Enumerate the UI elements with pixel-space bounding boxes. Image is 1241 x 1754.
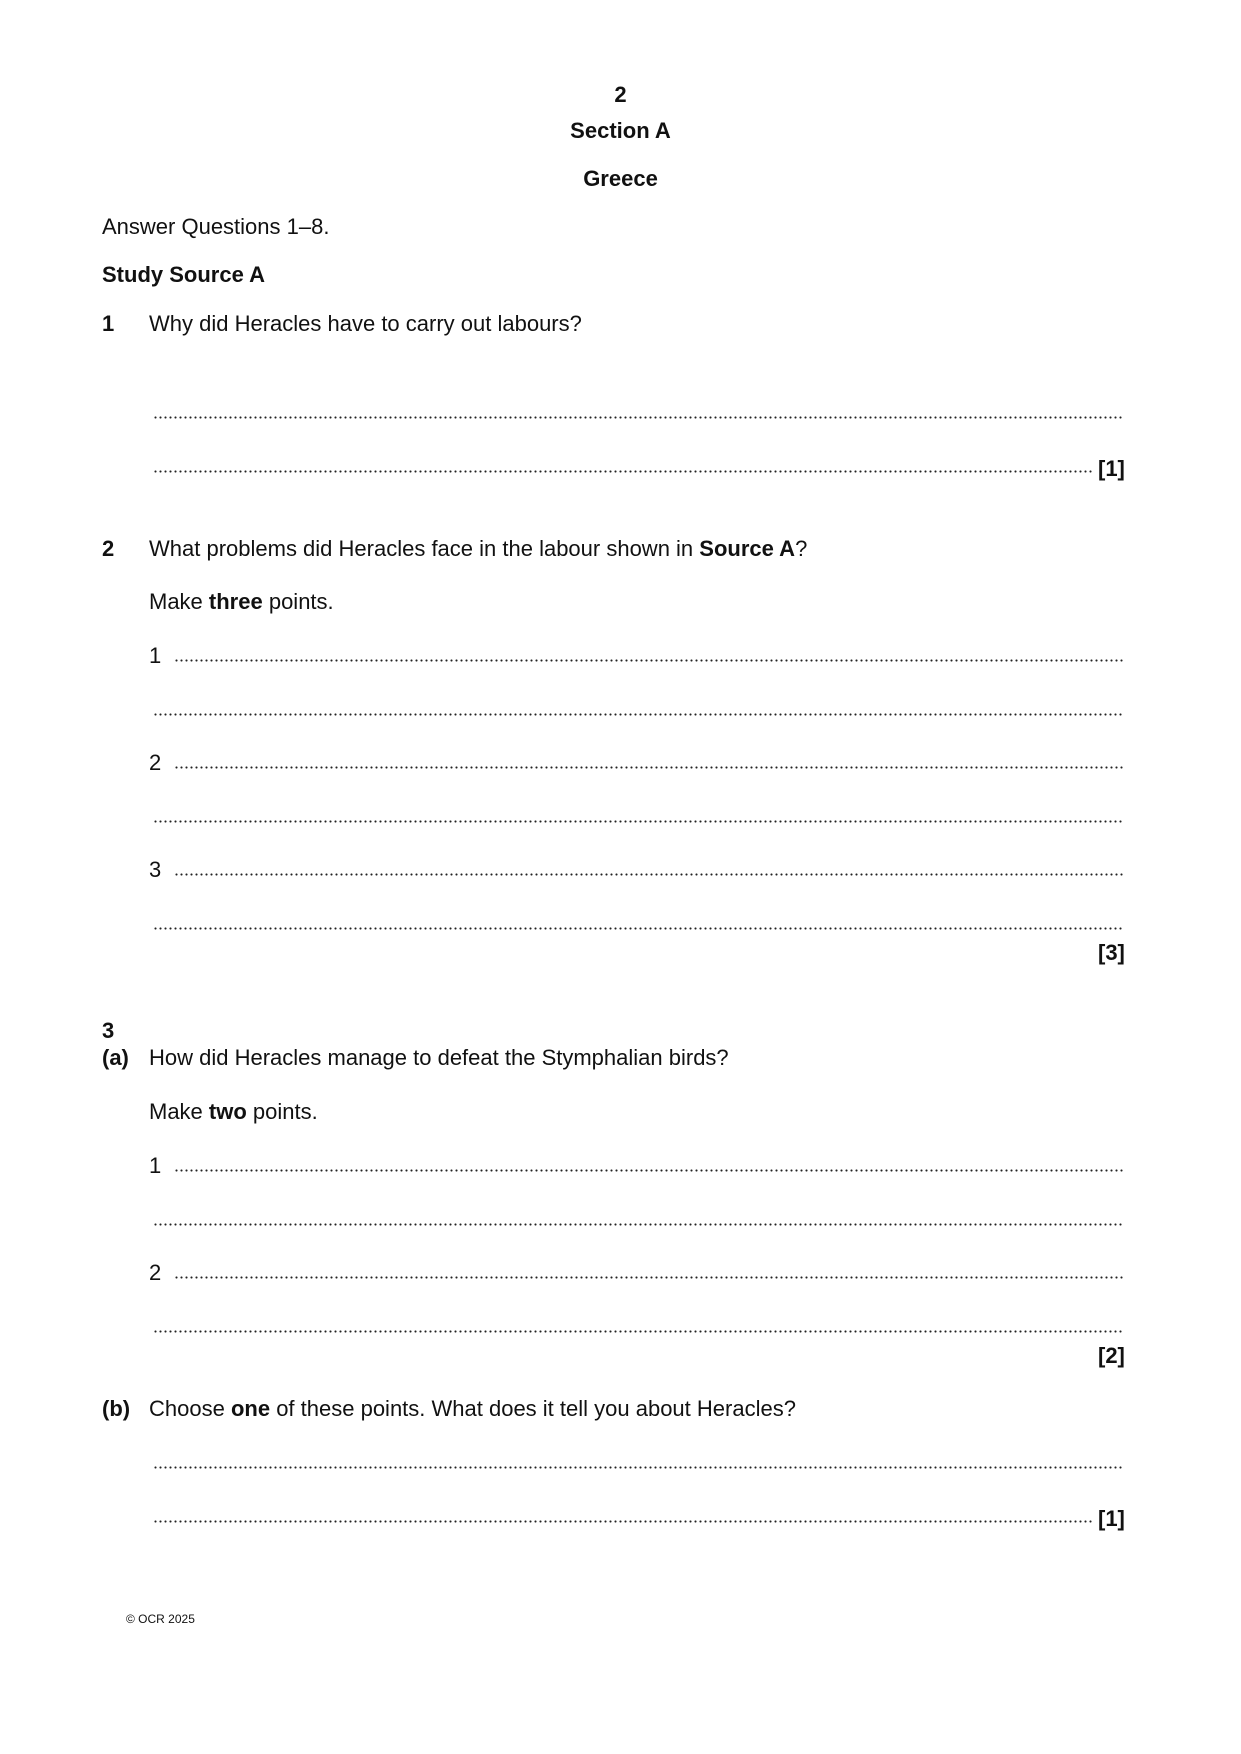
answer-line[interactable] [174, 1276, 1123, 1279]
part-label: (a) [102, 1045, 129, 1070]
question-number: 3 [102, 1018, 115, 1043]
instruction: Answer Questions 1–8. [102, 214, 330, 239]
answer-line[interactable] [174, 1169, 1123, 1172]
mark-allocation: [3] [1098, 940, 1125, 965]
question-text-pre: Choose [149, 1396, 231, 1421]
question-text-bold: one [230, 1396, 271, 1421]
make-bold: three [208, 589, 263, 614]
answer-line[interactable] [174, 659, 1123, 662]
point-number: 1 [149, 643, 162, 668]
make-post: points. [262, 589, 334, 614]
question-text-bold: Source A [699, 536, 796, 561]
answer-line[interactable] [174, 873, 1123, 876]
part-label: (b) [102, 1396, 131, 1421]
answer-line[interactable] [174, 766, 1123, 769]
question-text-post: of these points. What does it tell you about Heracles? [270, 1396, 796, 1421]
answer-line[interactable] [153, 1223, 1123, 1226]
answer-line[interactable] [153, 470, 1093, 473]
make-points-instruction [149, 1099, 318, 1125]
make-pre: Make [149, 589, 209, 614]
answer-line[interactable] [153, 416, 1123, 419]
question-text [149, 536, 807, 562]
point-number: 1 [149, 1153, 162, 1178]
answer-line[interactable] [153, 1330, 1123, 1333]
make-points-instruction [149, 589, 334, 615]
make-pre: Make [149, 1099, 209, 1124]
question-text: How did Heracles manage to defeat the Stymphalian birds? [149, 1045, 729, 1070]
answer-line[interactable] [153, 1466, 1123, 1469]
footer-copyright: © OCR 2025 [126, 1612, 195, 1626]
point-number: 2 [149, 1260, 162, 1285]
question-number: 2 [102, 536, 115, 561]
point-number: 2 [149, 750, 162, 775]
point-number: 3 [149, 857, 162, 882]
mark-allocation: [1] [1098, 1506, 1125, 1531]
answer-line[interactable] [153, 927, 1123, 930]
question-text-post: ? [795, 536, 808, 561]
page-number: 2 [614, 82, 627, 107]
make-post: points. [246, 1099, 318, 1124]
make-bold: two [208, 1099, 247, 1124]
question-text [149, 1396, 796, 1422]
question-number: 1 [102, 311, 115, 336]
section-subtitle: Greece [583, 166, 658, 191]
answer-line[interactable] [153, 1520, 1093, 1523]
mark-allocation: [1] [1098, 456, 1125, 481]
study-heading: Study Source A [102, 262, 265, 287]
question-text-pre: What problems did Heracles face in the labour shown in [149, 536, 700, 561]
answer-line[interactable] [153, 820, 1123, 823]
mark-allocation: [2] [1098, 1343, 1125, 1368]
answer-line[interactable] [153, 713, 1123, 716]
question-text: Why did Heracles have to carry out labours? [149, 311, 582, 336]
section-title: Section A [570, 118, 671, 143]
